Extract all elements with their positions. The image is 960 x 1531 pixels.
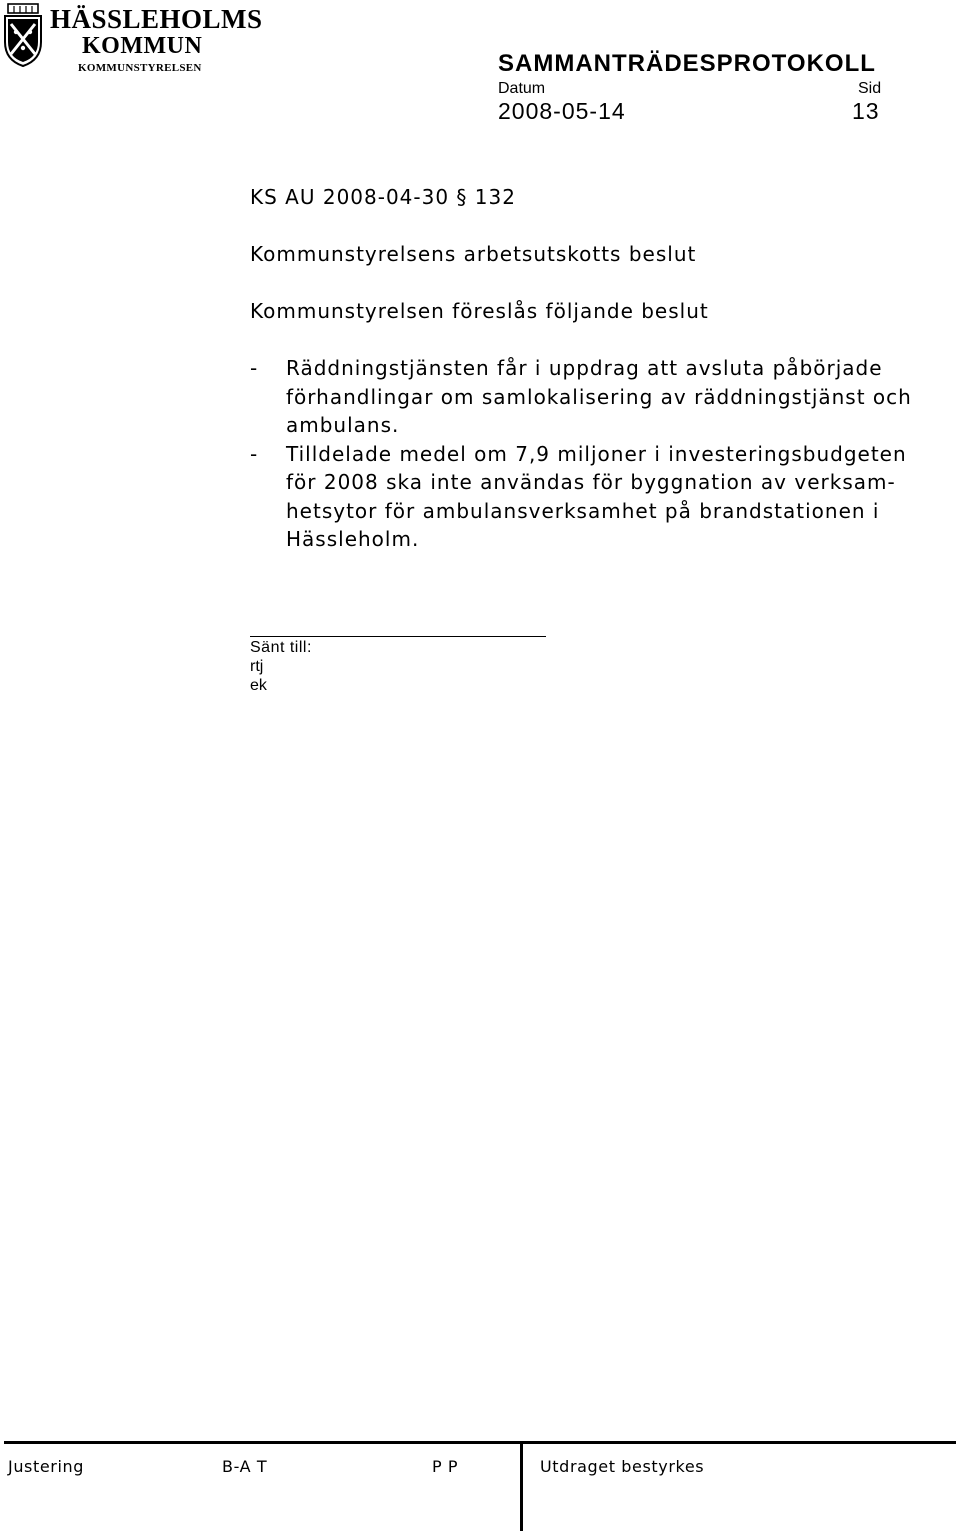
- decision-item-line: förhandlingar om samlokalisering av räddningstjänst och: [286, 384, 912, 409]
- document-title: SAMMANTRÄDESPROTOKOLL: [498, 50, 876, 77]
- footer-divider: [4, 1441, 956, 1444]
- page-label: Sid: [858, 80, 882, 97]
- coat-of-arms-icon: [2, 2, 44, 68]
- date-label: Datum: [498, 80, 546, 97]
- justering-label: Justering: [8, 1457, 85, 1476]
- distribution-recipient: rtj: [250, 658, 264, 675]
- logo-line-2: KOMMUN: [82, 33, 203, 59]
- signer-initials: B-A T: [222, 1457, 268, 1476]
- decision-item-line: Hässleholm.: [286, 527, 420, 551]
- meeting-reference: KS AU 2008-04-30 § 132: [250, 185, 516, 209]
- logo-line-1: HÄSSLEHOLMS: [50, 4, 263, 34]
- signer-initials: P P: [432, 1457, 459, 1476]
- decision-item-line: för 2008 ska inte användas för byggnation av verksam-: [286, 470, 896, 494]
- logo-line-3: KOMMUNSTYRELSEN: [78, 62, 202, 74]
- decision-item-line: Räddningstjänsten får i uppdrag att avsluta påbörjade: [286, 356, 883, 380]
- decision-item-line: Tilldelade medel om 7,9 miljoner i investeringsbudgeten: [286, 441, 907, 466]
- bullet-dash: -: [250, 356, 259, 380]
- decision-list: [250, 354, 955, 554]
- municipality-logo: [0, 0, 263, 78]
- certified-extract-label: Utdraget bestyrkes: [540, 1457, 705, 1476]
- distribution-divider: [250, 636, 546, 637]
- bullet-dash: -: [250, 441, 259, 466]
- distribution-heading: Sänt till:: [250, 639, 312, 656]
- decision-item-line: hetsytor för ambulansverksamhet på brandstationen i: [286, 498, 880, 523]
- decision-item: [250, 440, 955, 554]
- footer-column-divider: [520, 1441, 523, 1531]
- page-number: 13: [852, 98, 880, 124]
- proposed-decision-heading: Kommunstyrelsen föreslås följande beslut: [250, 299, 709, 323]
- committee-decision-heading: Kommunstyrelsens arbetsutskotts beslut: [250, 242, 697, 266]
- decision-item-line: ambulans.: [286, 413, 400, 437]
- distribution-recipient: ek: [250, 677, 267, 694]
- decision-item: [250, 354, 955, 440]
- date-value: 2008-05-14: [498, 98, 626, 124]
